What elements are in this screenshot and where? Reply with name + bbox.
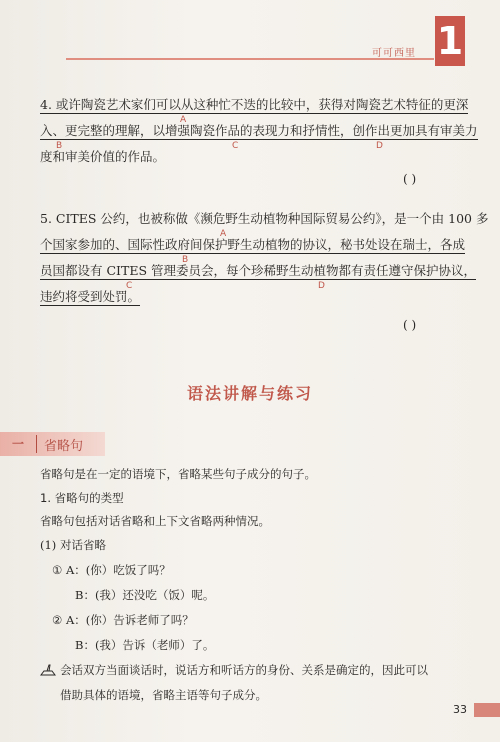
q5-line-1: 5. CITES 公约，也被称做《濒危野生动植物种国际贸易公约》，是一个由 100 多 A bbox=[40, 206, 488, 232]
q4-mark-d: D bbox=[376, 141, 383, 151]
q5-answer-blank[interactable]: ( ) bbox=[403, 318, 417, 332]
q5-line-2: 个国家参加的、国际性政府间保护野生动植物的协议，秘书处设在瑞士，各成 B bbox=[40, 232, 488, 258]
q4-line-3: 度和审美价值的作品。 bbox=[40, 149, 166, 164]
example-2b: B：(我）告诉（老师）了。 bbox=[75, 638, 215, 652]
q5-mark-a: A bbox=[220, 229, 227, 239]
heading-types: 1. 省略句的类型 bbox=[40, 491, 124, 505]
example-2a: ② A：(你）告诉老师了吗？ bbox=[52, 613, 194, 627]
subsection-number: 一 bbox=[12, 437, 25, 451]
example-1b: B：(我）还没吃（饭）呢。 bbox=[75, 588, 215, 602]
q5-line-4: 违约将受到处罚。 bbox=[40, 289, 141, 304]
q5-line-3: 员国都设有 CITES 管理委员会，每个珍稀野生动植物都有责任遵守保护协议， C D bbox=[40, 258, 488, 284]
q5-mark-b: B bbox=[182, 255, 189, 265]
question-5 bbox=[40, 206, 488, 310]
subsection-title: 省略句 bbox=[44, 439, 84, 454]
intro-text: 省略句是在一定的语境下，省略某些句子成分的句子。 bbox=[40, 467, 316, 481]
note-line-1: 会话双方当面谈话时，说话方和听话方的身份、关系是确定的，因此可以 bbox=[60, 663, 428, 677]
example-1a: ① A：(你）吃饭了吗？ bbox=[52, 563, 171, 577]
page-number: 33 bbox=[453, 703, 467, 716]
section-title: 语法讲解与练习 bbox=[186, 384, 313, 403]
note-line-2: 借助具体的语境，省略主语等句子成分。 bbox=[60, 688, 267, 702]
q5-mark-c: C bbox=[126, 281, 133, 291]
chapter-tab: 1 bbox=[435, 16, 465, 66]
q4-mark-a: A bbox=[180, 115, 187, 125]
heading-dialogue: (1) 对话省略 bbox=[40, 538, 106, 552]
types-text: 省略句包括对话省略和上下文省略两种情况。 bbox=[40, 514, 270, 528]
q4-line-2: 入、更完整的理解，以增强陶瓷作品的表现力和抒情性，创作出更加具有审美力 B C D bbox=[40, 118, 478, 144]
subsection-divider bbox=[36, 435, 37, 453]
q5-mark-d: D bbox=[318, 281, 325, 291]
pen-note-icon bbox=[40, 664, 56, 676]
running-header: 可可西里 bbox=[372, 48, 416, 59]
page-footer-bar bbox=[474, 703, 500, 717]
q4-mark-b: B bbox=[56, 141, 63, 151]
q4-line-1: 4. 或许陶瓷艺术家们可以从这种忙不迭的比较中，获得对陶瓷艺术特征的更深 A bbox=[40, 92, 478, 118]
question-4 bbox=[40, 92, 478, 170]
q4-mark-c: C bbox=[232, 141, 239, 151]
q4-answer-blank[interactable]: ( ) bbox=[403, 172, 417, 186]
subsection-header bbox=[0, 432, 105, 456]
